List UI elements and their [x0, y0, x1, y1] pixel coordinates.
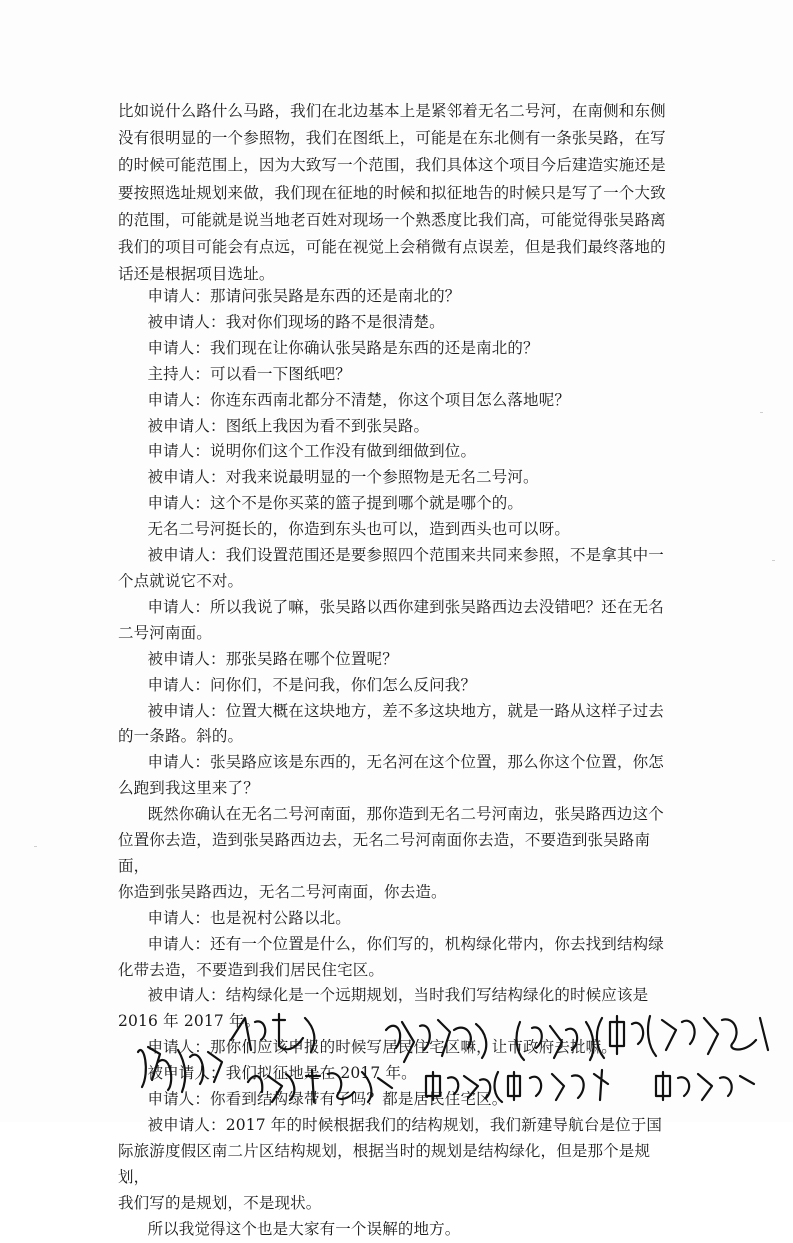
transcript-line: 申请人：那请问张吴路是东西的还是南北的？ — [147, 287, 461, 305]
transcript-line: 申请人：那你们应该申报的时候写居民住宅区嘛，让市政府去批嘛。 — [147, 1038, 617, 1057]
transcript-line: 申请人：我们现在让你确认张吴路是东西的还是南北的？ — [147, 338, 539, 357]
intro-line: 没有很明显的一个参照物，我们在图纸上，可能是在东北侧有一条张吴路，在写 — [118, 129, 666, 148]
handwritten-signature — [592, 1010, 772, 1066]
transcript-line: 被申请人：我对你们现场的路不是很清楚。 — [147, 312, 445, 331]
intro-line: 的范围，可能就是说当地老百姓对现场一个熟悉度比我们高，可能觉得张吴路离 — [118, 210, 666, 229]
transcript-line: 申请人：问你们，不是问我，你们怎么反问我？ — [147, 675, 477, 694]
intro-line: 要按照选址规划来做，我们现在征地的时候和拟征地告的时候只是写了一个大致 — [118, 183, 666, 202]
transcript-line: 主持人：可以看一下图纸吧？ — [147, 364, 351, 383]
scan-speck — [760, 412, 763, 413]
transcript-line: 么跑到我这里来了？ — [118, 779, 259, 798]
transcript-line: 位置你去造，造到张吴路西边去，无名二号河南面你去造，不要造到张吴路南面， — [118, 831, 651, 875]
transcript-line: 被申请人：那张吴路在哪个位置呢？ — [147, 649, 398, 668]
transcript-line: 申请人：所以我说了嘛，张吴路以西你建到张吴路西边去没错吧？还在无名 — [147, 597, 664, 616]
handwritten-signature — [380, 1012, 500, 1068]
transcript-line: 被申请人：结构绿化是一个远期规划，当时我们写结构绿化的时候应该是 — [147, 986, 649, 1005]
transcript-line: 申请人：你看到结构绿带有了吗？都是居民住宅区。 — [147, 1090, 508, 1109]
transcript-line: 被申请人：我们拟征地是在 2017 年。 — [147, 1064, 417, 1083]
transcript-line: 无名二号河挺长的，你造到东头也可以，造到西头也可以呀。 — [147, 520, 570, 539]
transcript-line: 你造到张吴路西边，无名二号河南面，你去造。 — [118, 882, 447, 901]
transcript-line: 被申请人：2017 年的时候根据我们的结构规划，我们新建导航台是位于国 — [147, 1116, 663, 1134]
signature-area — [130, 1010, 770, 1110]
transcript-line: 化带去造，不要造到我们居民住宅区。 — [118, 960, 385, 979]
transcript-line: 申请人：张吴路应该是东西的，无名河在这个位置，那么你这个位置，你怎 — [147, 753, 664, 772]
transcript-line: 申请人：这个不是你买菜的篮子提到哪个就是哪个的。 — [147, 494, 524, 513]
transcript-line: 所以我觉得这个也是大家有一个误解的地方。 — [147, 1219, 461, 1238]
handwritten-signature — [650, 1068, 760, 1104]
scan-speck — [772, 560, 775, 561]
transcript-line: 被申请人：位置大概在这块地方，差不多这块地方，就是一路从这样子过去 — [147, 701, 664, 720]
transcript-line: 申请人：也是祝村公路以北。 — [147, 908, 351, 927]
transcript-line: 申请人：说明你们这个工作没有做到细做到位。 — [147, 442, 477, 461]
handwritten-signature — [242, 1062, 402, 1108]
intro-line: 的时候可能范围上，因为大致写一个范围，我们具体这个项目今后建造实施还是 — [118, 156, 666, 175]
transcript-line: 申请人：你连东西南北都分不清楚，你这个项目怎么落地呢？ — [147, 390, 570, 409]
scan-speck — [34, 846, 37, 847]
transcript-line: 被申请人：我们设置范围还是要参照四个范围来共同来参照，不是拿其中一 — [147, 546, 664, 565]
handwritten-signature — [510, 1016, 600, 1066]
handwritten-signature — [420, 1068, 500, 1104]
handwritten-signature — [490, 1066, 630, 1106]
handwritten-signature — [225, 1010, 335, 1060]
transcript-line: 际旅游度假区南二片区结构规划，根据当时的规划是结构绿化，但是那个是规划， — [118, 1141, 651, 1186]
transcript-line: 的一条路。斜的。 — [118, 727, 244, 746]
transcript-line: 既然你确认在无名二号河南面，那你造到无名二号河南边，张吴路西边这个 — [147, 805, 664, 824]
transcript-line: 2016 年 2017 年。 — [118, 1012, 261, 1031]
transcript-line: 我们写的是规划，不是现状。 — [118, 1193, 322, 1212]
transcript-line: 被申请人：图纸上我因为看不到张吴路。 — [147, 416, 430, 435]
intro-paragraph — [118, 98, 678, 288]
intro-line: 我们的项目可能会有点远，可能在视觉上会稍微有点误差，但是我们最终落地的 — [118, 238, 666, 257]
transcript-line: 被申请人：对我来说最明显的一个参照物是无名二号河。 — [147, 468, 539, 487]
handwritten-signature — [130, 1032, 230, 1102]
transcript-line: 个点就说它不对。 — [118, 571, 244, 590]
intro-line: 话还是根据项目选址。 — [118, 265, 275, 284]
intro-line: 比如说什么路什么马路，我们在北边基本上是紧邻着无名二号河，在南侧和东侧 — [118, 102, 666, 120]
transcript-line: 二号河南面。 — [118, 623, 212, 642]
transcript-line: 申请人：还有一个位置是什么，你们写的，机构绿化带内，你去找到结构绿 — [147, 934, 664, 953]
